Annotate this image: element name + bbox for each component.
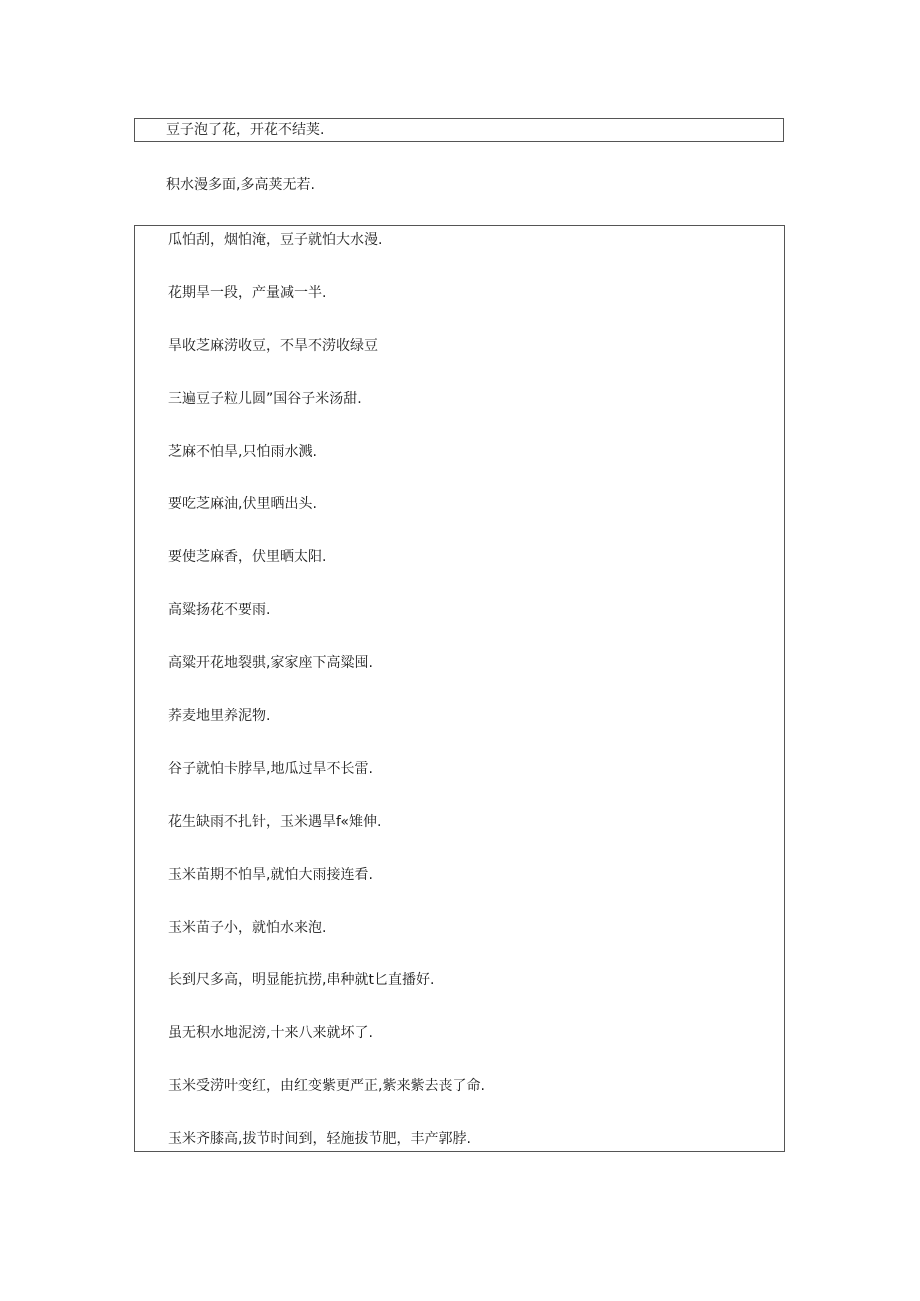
list-item: 三遍豆子粒儿圆”国谷子米汤甜. (168, 390, 362, 407)
list-item: 长到尺多高，明显能抗捞,串种就t匕直播好. (168, 972, 435, 989)
list-item: 高粱扬花不要雨. (168, 602, 271, 619)
list-item: 花生缺雨不扎针，玉米遇旱f«雉伸. (168, 813, 382, 830)
unboxed-line: 积水漫多面,多高荚无若. (166, 177, 315, 193)
list-item: 玉米齐膝高,拔节时间到，轻施拔节肥，丰产郭脖. (168, 1131, 471, 1148)
proverb-list (168, 231, 485, 1183)
list-item: 荞麦地里养泥物. (168, 708, 271, 725)
list-item: 虽无积水地泥滂,十来八来就坏了. (168, 1025, 373, 1042)
list-item: 玉米受涝叶变红，由红变紫更严正,紫来紫去丧了命. (168, 1078, 485, 1095)
list-item: 要使芝麻香，伏里晒太阳. (168, 549, 327, 566)
main-bordered-box (134, 225, 785, 1152)
list-item: 瓜怕刮，烟怕淹，豆子就怕大水漫. (168, 232, 383, 248)
list-item: 旱收芝麻涝收豆，不旱不涝收绿豆 (168, 337, 378, 354)
list-item: 要吃芝麻油,伏里晒出头. (168, 496, 317, 513)
list-item: 芝麻不怕旱,只怕雨水溅. (168, 443, 317, 460)
list-item: 玉米苗期不怕旱,就怕大雨接连看. (168, 866, 373, 883)
list-item: 玉米苗子小，就怕水来泡. (168, 919, 327, 936)
top-box-line: 豆子泡了花，开花不结荚. (166, 122, 325, 138)
list-item: 谷子就怕卡脖旱,地瓜过旱不长雷. (168, 760, 373, 777)
top-bordered-box (134, 118, 784, 142)
list-item: 高粱开花地裂骐,家家座下高粱囤. (168, 655, 373, 672)
list-item: 花期旱一段，产量减一半. (168, 284, 327, 301)
